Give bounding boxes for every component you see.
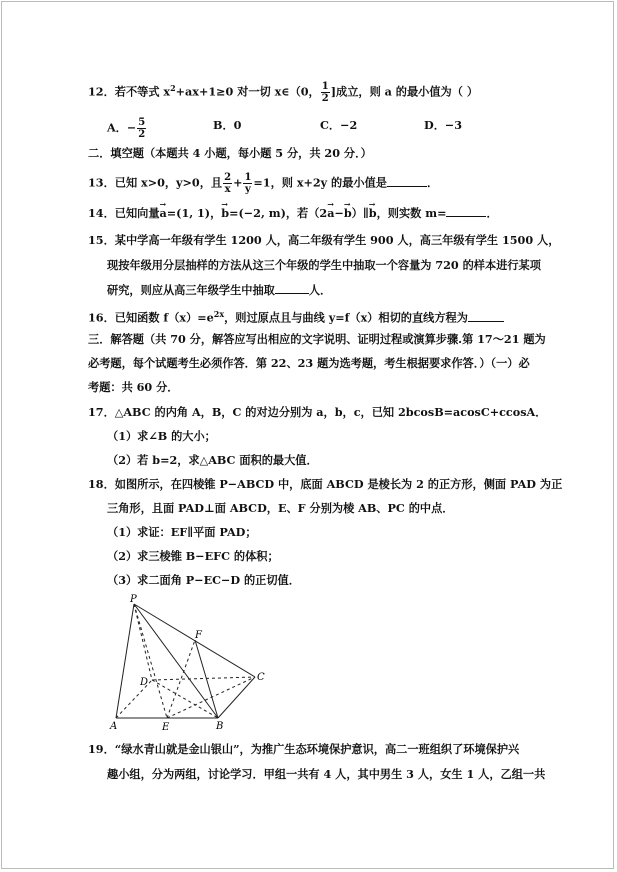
q12-option-c: C．−2: [320, 118, 358, 132]
answer-blank: [468, 311, 504, 322]
question-18-line-2: 三角形，且面 PAD⊥面 ABCD，E、F 分别为棱 AB、PC 的中点．: [107, 501, 454, 515]
label-F: F: [195, 630, 202, 641]
question-19-line-2: 趣小组，分为两组，讨论学习．甲组一共有 4 人，其中男生 3 人，女生 1 人，乙组一共: [107, 767, 546, 781]
question-17-part-1: （1）求∠B 的大小；: [107, 429, 216, 443]
answer-blank: [275, 283, 309, 294]
pyramid-figure: [100, 592, 280, 732]
edge-PA: [116, 604, 134, 718]
edge-DC: [152, 677, 255, 680]
question-12: 12．若不等式 $x^2+ax+1\ge 0$ 对一切 x∈（0， $\frac{1}{2}$ ]成立，则 a 的最小值为（ ）: [88, 81, 479, 105]
question-13: 13．已知 x>0，y>0，且 $\frac{2}{x}$ + $\frac{1}{y}$ =1，则 x+2y 的最小值是 ．: [88, 172, 439, 195]
label-C: C: [257, 672, 265, 683]
q12-option-d: D．−3: [424, 118, 463, 132]
q12-option-a: A．− $\frac{5}{2}$: [107, 117, 146, 140]
edge-PB: [134, 604, 218, 718]
q12-option-b: B．0: [213, 118, 242, 132]
question-17-part-2: （2）若 b=2，求△ABC 面积的最大值．: [107, 453, 318, 467]
label-D: D: [140, 677, 149, 688]
question-18-part-3: （3）求二面角 P−EC−D 的正切值．: [107, 573, 300, 587]
question-17: 17．△ABC 的内角 A，B，C 的对边分别为 a，b，c，已知 2bcosB=acosC+ccosA．: [88, 405, 547, 419]
question-18-line-1: 18．如图所示，在四棱锥 P−ABCD 中，底面 ABCD 是棱长为 2 的正方形，侧面 PAD 为正: [88, 477, 563, 491]
section-3-line-2: 必考题，每个试题考生必须作答．第 22、23 题为选考题，考生根据要求作答．）（一）必: [88, 356, 530, 370]
fraction-half: $\frac{1}{2}$: [321, 81, 329, 105]
answer-blank: [387, 176, 427, 187]
edge-FB: [195, 640, 218, 718]
page-border: [1, 1, 614, 869]
edge-BC: [218, 677, 255, 718]
question-18-part-1: （1）求证：EF∥平面 PAD；: [107, 525, 257, 539]
section-3-line-1: 三．解答题（共 70 分，解答应写出相应的文字说明、证明过程或演算步骤.第 17～21 题为: [88, 332, 546, 346]
question-16: 16．已知函数 $f(x)=e^{2x}$，则过原点且与曲线 y=f（x）相切的直线方程为: [88, 306, 504, 326]
question-15-line-3: 研究，则应从高三年级学生中抽取 人．: [107, 283, 332, 297]
label-P: P: [130, 594, 137, 605]
question-14: 14．已知向量→ a=(1, 1)，→ b=(−2, m)，若（2→ a−→ b）∥→ b，则实数 m= ．: [88, 205, 498, 221]
question-15-line-1: 15．某中学高一年级有学生 1200 人，高二年级有学生 900 人，高三年级有学生 1500 人，: [88, 233, 560, 247]
question-19-line-1: 19．“绿水青山就是金山银山”，为推广生态环境保护意识，高二一班组织了环境保护兴: [88, 742, 520, 756]
question-18-part-2: （2）求三棱锥 B−EFC 的体积；: [107, 549, 279, 563]
section-3-line-3: 考题：共 60 分．: [88, 380, 179, 394]
question-15-line-2: 现按年级用分层抽样的方法从这三个年级的学生中抽取一个容量为 720 的样本进行某项: [107, 258, 541, 272]
section-2-heading: 二．填空题（本题共 4 小题，每小题 5 分，共 20 分．）: [88, 146, 372, 160]
label-A: A: [110, 721, 118, 732]
label-E: E: [162, 722, 170, 732]
edge-EC: [167, 677, 255, 718]
label-B: B: [216, 721, 224, 732]
answer-blank: [446, 206, 486, 217]
